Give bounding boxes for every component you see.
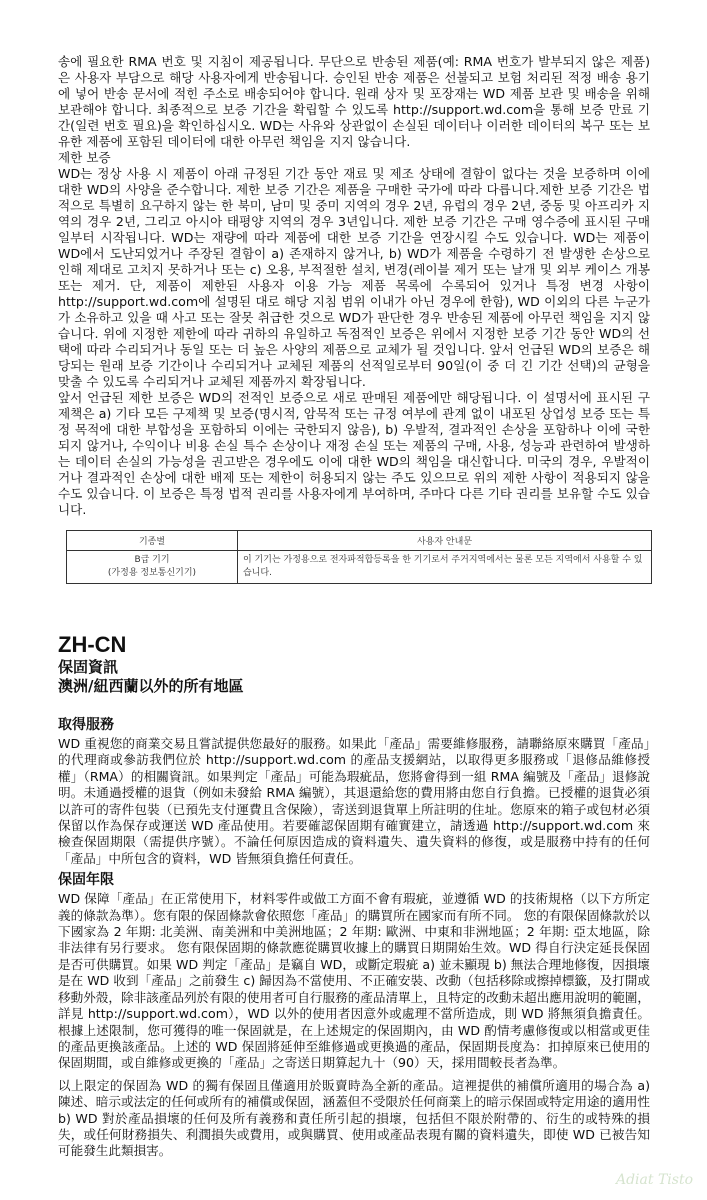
zh-region-subtitle: 澳洲/紐西蘭以外的所有地區 bbox=[58, 677, 244, 695]
table-header-row bbox=[67, 531, 652, 551]
document-page bbox=[58, 54, 650, 1160]
table-row bbox=[67, 551, 652, 584]
zh-warranty-info-title: 保固資訊 bbox=[58, 658, 119, 676]
zh-warranty-paragraph-1: WD 保障「產品」在正常使用下，材料零件或做工方面不會有瑕疵，並遵循 WD 的技術規格（以下方所定義的條款為準）。您有限的保固條款會依照您「產品」的購買所在國家而有所不同。 您的有限保固條款於以下國家為 2 年期: 北美洲、南美洲和中美洲地區；2 年期: 歐洲、中東和非洲地區；2 年期: 亞太地區，除非法律有另行要求。 您有限保固期的條款應從購買收據上的購買日期開始生效。WD 得自行決定延長保固是否可供購買。如果 WD 判定「產品」是竊自 WD，或斷定瑕疵 a) 並未顯現 b) 無法合理地修復，因損壞是在 WD 收到「產品」之前發生 c) 歸因為不當使用、不正確安裝、改動（包括移除或擦掉標籤，及打開或移動外殼，除非該產品列於有限的使用者可自行服務的產品清單上，且特定的改動未超出應用說明的範圍，詳見 http://support.wd.com），WD 以外的使用者因意外或處理不當所造成，則 WD 將無須負擔責任。根據上述限制，您可獲得的唯一保固就是，在上述規定的保固期內，由 WD 酌情考慮修復或以相當或更佳的產品更換該產品。上述的 WD 保固將延伸至維修過或更換過的產品，保固期長度為：扣掉原來已使用的保固期間，或自維修或更換的「產品」之寄送日期算起九十（90）天，採用間較長者為準。 bbox=[58, 891, 650, 1071]
watermark: Adiat Tisto bbox=[615, 1172, 693, 1188]
table-header-device-class: 기종별 bbox=[67, 531, 238, 551]
zh-service-paragraph: WD 重視您的商業交易且嘗試提供您最好的服務。如果此「產品」需要維修服務，請聯絡原來購買「產品」的代理商或參訪我們位於 http://support.wd.com 的產品支援網站，以取得更多服務或「退修品維修授權」（RMA）的相關資訊。如果判定「產品」可能為瑕疵品，您將會得到一組 RMA 編號及「產品」退修說明。未通過授權的退貨（例如未發給 RMA 編號），其退還給您的費用將由您自行負擔。已授權的退貨必須以許可的寄件包裝（已預先支付運費且含保險），寄送到退貨單上所註明的住址。您原來的箱子或包材必須保留以作為保存或運送 WD 產品使用。若要確認保固期有確實建立，請透過 http://support.wd.com 來檢查保固期限（需提供序號）。不論任何原因造成的資料遺失、遺失資料的修復，或是服務中持有的任何「產品」中所包含的資料，WD 皆無須負擔任何責任。 bbox=[58, 736, 650, 866]
zh-warranty-paragraph-2: 以上限定的保固為 WD 的獨有保固且僅適用於販賣時為全新的產品。這裡提供的補償所適用的場合為 a) 陳述、暗示或法定的任何或所有的補償或保固，涵蓋但不受限於任何商業上的暗示保固或特定用途的適用性 b) WD 對於產品損壞的任何及所有義務和責任所引起的損壞，包括但不限於附帶的、衍生的或特殊的損失，或任何財務損失、利潤損失或費用，或與購買、使用或產品表現有關的資料遺失，即使 WD 已被告知可能發生此類損害。 bbox=[58, 1077, 650, 1159]
device-class-sublabel: (가정용 정보통신기기) bbox=[107, 568, 197, 578]
ko-warranty-heading: 제한 보증 bbox=[58, 150, 111, 165]
table-header-user-notice: 사용자 안내문 bbox=[238, 531, 652, 551]
ko-warranty-paragraph-1: WD는 정상 사용 시 제품이 아래 규정된 기간 동안 재료 및 제조 상태에 결함이 없다는 것을 보증하며 이에 대한 WD의 사양을 준수합니다. 제한 보증 기간은 제품을 구매한 국가에 따라 다릅니다.제한 보증 기간은 법적으로 특별히 요구하지 않는 한 북미, 남미 및 중미 지역의 경우 2년, 유럽의 경우 2년, 중동 및 아프리카 지역의 경우 2년, 그리고 아시아 태평양 지역의 경우 3년입니다. 제한 보증 기간은 구매 영수증에 표시된 구매일부터 시작됩니다. WD는 재량에 따라 제품에 대한 보증 기간을 연장시킬 수도 있습니다. WD는 제품이 WD에서 도난되었거나 주장된 결함이 a) 존재하지 않거나, b) WD가 제품을 수령하기 전 발생한 손상으로 인해 제대로 고치지 못하거나 또는 c) 오용, 부적절한 설치, 변경(레이블 제거 또는 날개 및 외부 케이스 개봉 또는 제거. 단, 제품이 제한된 사용자 이용 가능 제품 목록에 수록되어 있거나 특정 변경 사항이 http://support.wd.com에 설명된 대로 해당 지침 범위 이내가 아닌 경우에 한함), WD 이외의 다른 누군가가 소유하고 있을 때 사고 또는 잘못 취급한 것으로 WD가 판단한 경우 반송된 제품에 아무런 책임을 지지 않습니다. 위에 지정한 제한에 따라 귀하의 유일하고 독점적인 보증은 위에서 지정한 보증 기간 동안 WD의 선택에 따라 수리되거나 동일 또는 더 높은 사양의 제품으로 교체가 될 것입니다. 앞서 언급된 WD의 보증은 해당되는 원래 보증 기간이나 수리되거나 교체된 제품의 선적일로부터 90일(이 중 더 긴 기간 선택)의 균형을 맞출 수 있도록 수리되거나 교체된 제품까지 확장됩니다. bbox=[58, 166, 650, 389]
ko-emc-table bbox=[66, 530, 652, 584]
zh-warranty-heading: 保固年限 bbox=[58, 872, 114, 889]
language-code-heading: ZH-CN bbox=[58, 632, 127, 657]
table-cell-user-notice: 이 기기는 가정용으로 전자파적합등록을 한 기기로서 주거지역에서는 물론 모든 지역에서 사용할 수 있습니다. bbox=[238, 551, 652, 584]
device-class-label: B급 기기 bbox=[134, 555, 170, 565]
zh-service-heading: 取得服務 bbox=[58, 717, 114, 733]
ko-warranty-paragraph-2: 앞서 언급된 제한 보증은 WD의 전적인 보증으로 새로 판매된 제품에만 해당됩니다. 이 설명서에 표시된 구제책은 a) 기타 모든 구제책 및 보증(명시적, 암묵적 또는 규정 여부에 관계 없이 내포된 상업성 보증 또는 특정 목적에 대한 부합성을 포함하되 이에는 국한되지 않음), b) 우발적, 결과적인 손상을 포함하나 이에 국한되지 않거나, 수익이나 비용 손실 특수 손상이나 재정 손실 또는 제품의 구매, 사용, 성능과 관련하여 발생하는 데이터 손실의 가능성을 권고받은 경우에도 이에 대한 WD의 책임을 대신합니다. 미국의 경우, 우발적이거나 결과적인 손상에 대한 배제 또는 제한이 허용되지 않는 주도 있으므로 위의 제한 사항이 적용되지 않을 수도 있습니다. 이 보증은 특정 법적 권리를 사용자에게 부여하며, 주마다 다른 기타 권리를 보유할 수도 있습니다. bbox=[58, 390, 650, 517]
table-cell-device-class bbox=[67, 551, 238, 584]
ko-rma-paragraph: 송에 필요한 RMA 번호 및 지침이 제공됩니다. 무단으로 반송된 제품(예: RMA 번호가 발부되지 않은 제품)은 사용자 부담으로 해당 사용자에게 반송됩니다. 승인된 반송 제품은 선불되고 보험 처리된 적정 배송 용기에 넣어 반송 문서에 적힌 주소로 배송되어야 합니다. 원래 상자 및 포장재는 WD 제품 보관 및 배송을 위해 보관해야 합니다. 최종적으로 보증 기간을 확립할 수 있도록 http://support.wd.com을 통해 보증 만료 기간(일련 번호 필요)을 확인하십시오. WD는 사유와 상관없이 손실된 데이터나 이러한 데이터의 복구 또는 보유한 제품에 포함된 데이터에 대한 아무런 책임을 지지 않습니다. bbox=[58, 54, 650, 149]
